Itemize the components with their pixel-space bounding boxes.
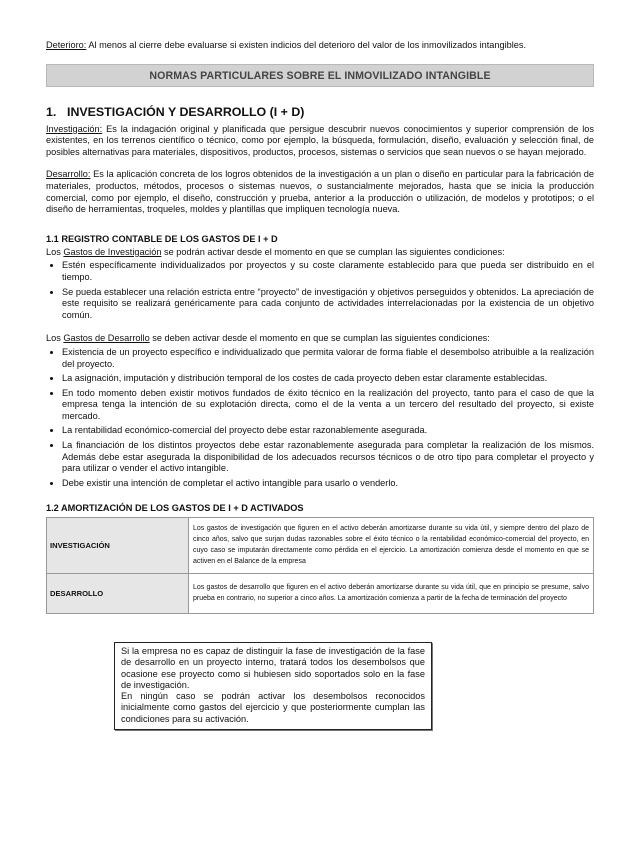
desarrollo-text: Es la aplicación concreta de los logros obtenidos de la investigación a un plan o diseño en particular para la fabricación de materiales, productos, métodos, procesos o sistemas nuevos, o sustancialmente mejorados, hasta que se inicia la producción comercial, como por ejemplo, el diseño, construcción y prueba, anterior a la producción o utilización, de modelos y prototipos; o el diseño de herramientas, troqueles, moldes y plantillas que impliquen tecnología nueva. — [46, 169, 594, 215]
row-text: Los gastos de investigación que figuren en el activo deberán amortizarse durante su vida útil, y siempre dentro del plazo de cinco años, salvo que surjan dudas razonables sobre el éxito técnico o la rentabilidad económico-comercial del proyecto, en cuyo caso se imputarán directamente como pérdida en el ejercicio. La amortización comienza desde el momento en que se activen en el Balance de la empresa — [189, 518, 594, 574]
amortizacion-heading: 1.2 AMORTIZACIÓN DE LOS GASTOS DE I + D ACTIVADOS — [46, 503, 304, 514]
gastos-desarrollo-intro — [46, 333, 594, 345]
deterioro-text: Al menos al cierre debe evaluarse si existen indicios del deterioro del valor de los inmovilizados intangibles. — [86, 40, 527, 50]
intro-suffix: se deben activar desde el momento en que se cumplan las siguientes condiciones: — [149, 333, 490, 344]
note-box — [114, 642, 432, 730]
desarrollo-definition — [46, 169, 594, 215]
table-row — [47, 574, 594, 614]
list-item: • Estén específicamente individualizados por proyectos y su coste claramente establecido para que pueda ser distribuido en el tiempo. — [62, 260, 594, 283]
note-paragraph: En ningún caso se podrán activar los desembolsos reconocidos inicialmente como gastos del ejercicio y que posteriormente cumplan las condiciones para su activación. — [121, 691, 425, 724]
registro-heading: 1.1 REGISTRO CONTABLE DE LOS GASTOS DE I + D — [46, 233, 278, 244]
row-label: INVESTIGACIÓN — [47, 518, 189, 574]
amortizacion-table — [46, 517, 594, 614]
section-banner: NORMAS PARTICULARES SOBRE EL INMOVILIZADO INTANGIBLE — [46, 64, 594, 87]
investigacion-term: Investigación: — [46, 123, 103, 134]
list-item: • Se pueda establecer una relación estricta entre “proyecto” de investigación y objetivos perseguidos y obtenidos. La apreciación de este requisito se realizará genéricamente para cada conjunto de actividades interrelacionadas por la existencia de un objetivo común. — [62, 287, 594, 322]
list-item: • La financiación de los distintos proyectos debe estar razonablemente asegurada para completar la realización de los mismos. Además debe estar asegurada la disponibilidad de los adecuados recursos técnicos o de otro tipo para completar el proyecto y para utilizar o vender el activo intangible. — [62, 440, 594, 475]
intro-prefix: Los — [46, 246, 64, 257]
deterioro-paragraph — [46, 40, 594, 52]
table-row — [47, 518, 594, 574]
deterioro-term: Deterioro: — [46, 40, 87, 50]
gastos-investigacion-intro — [46, 247, 594, 259]
note-paragraph: Si la empresa no es capaz de distinguir la fase de investigación de la fase de desarrollo en un proyecto interno, tratará todos los desembolsos que ocasione ese proyecto como si hubiesen sido soportados solo en la fase de investigación. — [121, 646, 425, 690]
desarrollo-conditions-list — [46, 347, 594, 490]
section-title: INVESTIGACIÓN Y DESARROLLO (I + D) — [67, 104, 305, 119]
desarrollo-term: Desarrollo: — [46, 169, 91, 180]
investigacion-conditions-list — [46, 260, 594, 321]
list-item: • En todo momento deben existir motivos fundados de éxito técnico en la realización del proyecto, tanto para el caso de que la empresa tenga la intención de su explotación directa, como el de la venta a un tercero del resultado del proyecto, si existe mercado. — [62, 388, 594, 423]
investigacion-text: Es la indagación original y planificada que persigue descubrir nuevos conocimientos y superior comprensión de los existentes, en los terrenos científico o técnico, como por ejemplo, la búsqueda, formulación, diseño, evaluación y selección final, de posibles alternativas para materiales, dispositivos, productos, procesos, sistemas o servicios que sean nuevos o se hayan mejorado. — [46, 123, 594, 157]
list-item: • La rentabilidad económico-comercial del proyecto debe estar razonablemente asegurada. — [62, 425, 594, 437]
section-number: 1. — [46, 104, 57, 119]
intro-prefix: Los — [46, 333, 64, 344]
list-item: • La asignación, imputación y distribución temporal de los costes de cada proyecto deben estar claramente establecidas. — [62, 373, 594, 385]
list-item: • Debe existir una intención de completar el activo intangible para usarlo o venderlo. — [62, 478, 594, 490]
gastos-desarrollo-term: Gastos de Desarrollo — [63, 333, 150, 344]
row-label: DESARROLLO — [47, 574, 189, 614]
document-page — [46, 40, 594, 614]
row-text: Los gastos de desarrollo que figuren en el activo deberán amortizarse durante su vida útil, que en principio se presume, salvo prueba en contrario, no superior a cinco años. La amortización comienza a partir de la fecha de terminación del proyecto — [189, 574, 594, 614]
list-item: • Existencia de un proyecto específico e individualizado que permita valorar de forma fiable el desembolso atribuible a la realización del proyecto. — [62, 347, 594, 370]
gastos-investigacion-term: Gastos de Investigación — [63, 246, 162, 257]
investigacion-definition — [46, 124, 594, 159]
section-heading — [46, 105, 594, 119]
intro-suffix: se podrán activar desde el momento en que se cumplan las siguientes condiciones: — [161, 246, 505, 257]
